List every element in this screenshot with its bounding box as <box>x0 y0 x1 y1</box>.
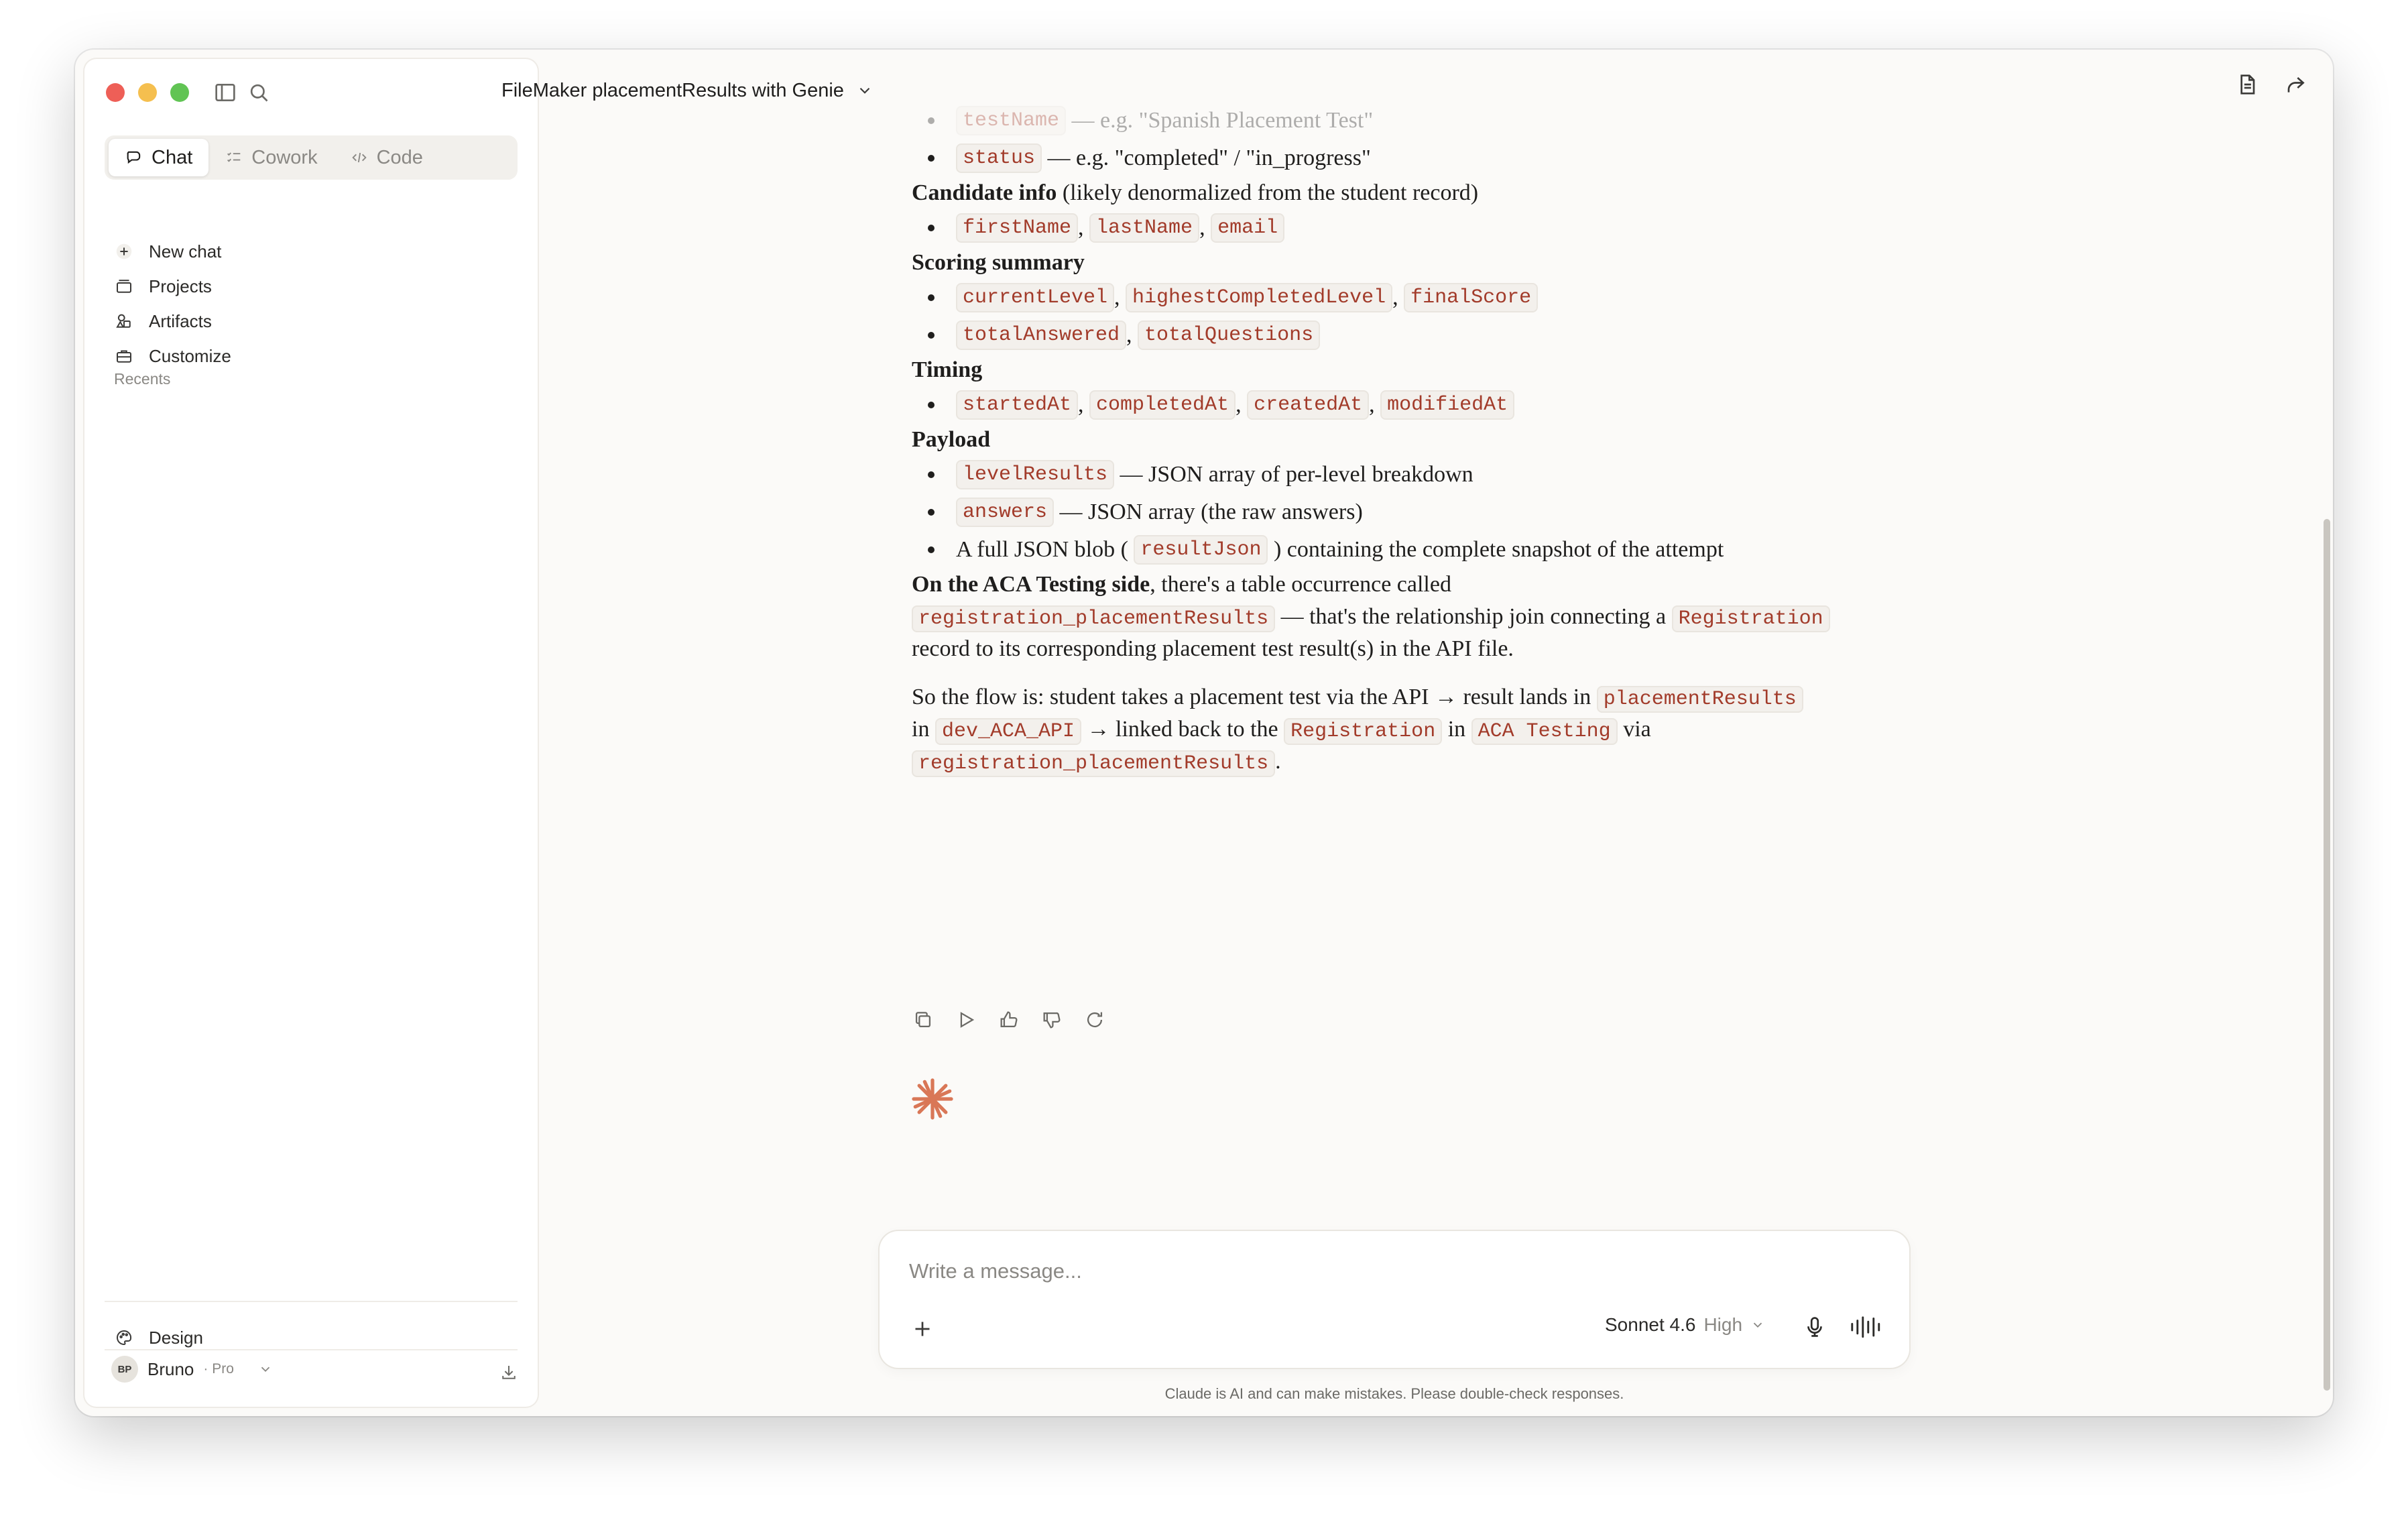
dictation-button[interactable] <box>1802 1314 1827 1340</box>
paragraph-aca <box>912 569 1864 665</box>
code-inline: placementResults <box>1597 686 1803 713</box>
paragraph-text: in <box>1447 717 1466 742</box>
code-inline: testName <box>956 106 1066 135</box>
voice-mode-button[interactable] <box>1849 1314 1881 1340</box>
plus-icon <box>910 1317 935 1341</box>
paragraph-flow <box>912 681 1864 778</box>
list-item <box>912 139 1958 177</box>
paragraph-text: record to its corresponding placement test result(s) in the API file. <box>912 636 1514 661</box>
checklist-icon <box>225 148 243 167</box>
sidebar-item-label: Design <box>149 1327 203 1348</box>
paragraph-text: , there's a table occurrence called <box>1150 572 1451 597</box>
code-inline: totalQuestions <box>1138 321 1320 350</box>
chevron-down-icon <box>1750 1318 1765 1332</box>
code-inline: createdAt <box>1247 390 1369 420</box>
list-item: totalAnswered , totalQuestions <box>912 316 1958 354</box>
avatar: BP <box>111 1356 138 1383</box>
code-icon <box>350 148 369 167</box>
user-plan: · Pro <box>203 1361 234 1377</box>
claude-spark-icon <box>909 1075 956 1122</box>
tab-cowork-label: Cowork <box>251 146 318 168</box>
download-icon[interactable] <box>499 1362 519 1383</box>
bold-text: On the ACA Testing side <box>912 572 1150 597</box>
paragraph-text: — that's the relationship join connecting a <box>1280 604 1667 629</box>
code-inline: lastName <box>1089 213 1199 243</box>
user-menu[interactable] <box>111 1356 273 1383</box>
minimize-window-button[interactable] <box>138 83 157 102</box>
section-heading: Timing <box>912 357 983 382</box>
code-inline: highestCompletedLevel <box>1126 283 1392 312</box>
list-item: startedAt , completedAt , createdAt , modifiedAt <box>912 386 1958 424</box>
read-aloud-button[interactable] <box>955 1008 977 1031</box>
list-item <box>912 493 1958 531</box>
code-inline: resultJson <box>1134 535 1268 565</box>
paragraph-text: So the flow is: student takes a placement test via the API → result lands in <box>912 685 1591 709</box>
tab-code[interactable] <box>334 139 439 176</box>
disclaimer-text: Claude is AI and can make mistakes. Please double-check responses. <box>1164 1385 1624 1402</box>
folder-icon <box>114 276 134 296</box>
list-item: currentLevel , highestCompletedLevel , finalScore <box>912 279 1958 316</box>
code-inline: completedAt <box>1089 390 1236 420</box>
tab-cowork[interactable] <box>208 139 333 176</box>
sidebar-item-label: Projects <box>149 276 212 296</box>
code-inline: ACA Testing <box>1471 718 1618 745</box>
sidebar-item-customize[interactable] <box>105 339 507 373</box>
message-composer <box>880 1231 1909 1368</box>
tab-code-label: Code <box>376 146 423 168</box>
list-item-text: — JSON array of per-level breakdown <box>1120 462 1473 487</box>
code-inline: startedAt <box>956 390 1078 420</box>
user-name: Bruno <box>147 1358 194 1379</box>
list-item-text: — e.g. "Spanish Placement Test" <box>1071 108 1374 133</box>
tab-chat[interactable] <box>109 139 208 176</box>
close-window-button[interactable] <box>106 83 125 102</box>
section-heading: Candidate info <box>912 180 1057 205</box>
scrollbar[interactable] <box>2324 519 2330 1391</box>
recents-label: Recents <box>114 370 171 388</box>
code-inline: registration_placementResults <box>912 750 1275 777</box>
code-inline: answers <box>956 498 1054 527</box>
thumbs-up-icon <box>998 1008 1020 1031</box>
message-input[interactable] <box>908 1254 1876 1289</box>
page-title: FileMaker placementResults with Genie <box>501 79 844 101</box>
model-name: Sonnet 4.6 <box>1605 1314 1696 1335</box>
code-inline: finalScore <box>1404 283 1538 312</box>
paragraph-text: . <box>1275 749 1281 774</box>
list-item-text: A full JSON blob ( <box>956 537 1128 562</box>
section-heading: Payload <box>912 427 991 452</box>
plus-icon <box>114 241 134 261</box>
zoom-window-button[interactable] <box>170 83 189 102</box>
list-item <box>912 531 1958 569</box>
sidebar-toggle-icon[interactable] <box>212 79 239 106</box>
code-inline: modifiedAt <box>1380 390 1514 420</box>
sidebar-item-projects[interactable] <box>105 270 507 303</box>
document-icon[interactable] <box>2234 71 2261 98</box>
briefcase-icon <box>114 346 134 366</box>
refresh-icon <box>1083 1008 1106 1031</box>
list-item-text: — e.g. "completed" / "in_progress" <box>1047 145 1371 170</box>
code-inline: email <box>1211 213 1284 243</box>
message-actions <box>912 1008 1106 1031</box>
tab-chat-label: Chat <box>152 146 193 168</box>
share-icon[interactable] <box>2282 71 2309 98</box>
microphone-icon <box>1802 1314 1827 1340</box>
retry-button[interactable] <box>1083 1008 1106 1031</box>
section-heading-rest: (likely denormalized from the student record) <box>1057 180 1479 205</box>
sidebar-divider <box>105 1301 518 1302</box>
list-item-text: — JSON array (the raw answers) <box>1059 500 1363 524</box>
code-inline: firstName <box>956 213 1078 243</box>
paragraph-text: → linked back to the <box>1087 717 1278 742</box>
code-inline: status <box>956 143 1042 173</box>
app-window <box>75 50 2333 1416</box>
code-inline: registration_placementResults <box>912 605 1275 632</box>
list-item <box>912 102 1958 139</box>
waveform-icon <box>1849 1314 1881 1340</box>
sidebar <box>84 59 538 1407</box>
paragraph-text: in <box>912 717 930 742</box>
code-inline: currentLevel <box>956 283 1114 312</box>
assistant-message <box>912 102 1958 778</box>
chat-title-dropdown[interactable] <box>501 70 874 111</box>
sidebar-item-label: New chat <box>149 241 222 261</box>
code-inline: Registration <box>1672 605 1830 632</box>
thumbs-down-button[interactable] <box>1040 1008 1063 1031</box>
code-inline: totalAnswered <box>956 321 1126 350</box>
code-inline: Registration <box>1284 718 1442 745</box>
list-item <box>912 456 1958 493</box>
play-icon <box>955 1008 977 1031</box>
sidebar-item-label: Artifacts <box>149 310 212 331</box>
palette-icon <box>114 1328 134 1348</box>
model-selector[interactable] <box>1605 1314 1765 1336</box>
sidebar-item-artifacts[interactable] <box>105 304 507 338</box>
list-item-text: ) containing the complete snapshot of the attempt <box>1273 537 1724 562</box>
section-heading: Scoring summary <box>912 250 1085 275</box>
effort-level: High <box>1703 1314 1743 1335</box>
thumbs-up-button[interactable] <box>998 1008 1020 1031</box>
chat-bubble-icon <box>125 148 143 167</box>
sidebar-item-label: Customize <box>149 345 231 366</box>
sidebar-divider <box>105 1349 518 1350</box>
copy-icon <box>912 1008 935 1031</box>
search-icon[interactable] <box>245 79 272 106</box>
shapes-icon <box>114 311 134 331</box>
add-attachment-button[interactable] <box>910 1317 935 1341</box>
section-candidate <box>912 177 1958 209</box>
code-inline: dev_ACA_API <box>935 718 1081 745</box>
code-inline: levelResults <box>956 460 1114 489</box>
mode-tabs <box>105 135 518 180</box>
chevron-down-icon <box>856 82 874 99</box>
list-item: firstName , lastName , email <box>912 209 1958 247</box>
sidebar-item-new-chat[interactable] <box>105 235 507 268</box>
thumbs-down-icon <box>1040 1008 1063 1031</box>
chevron-down-icon <box>258 1362 273 1377</box>
copy-button[interactable] <box>912 1008 935 1031</box>
paragraph-text: via <box>1623 717 1651 742</box>
